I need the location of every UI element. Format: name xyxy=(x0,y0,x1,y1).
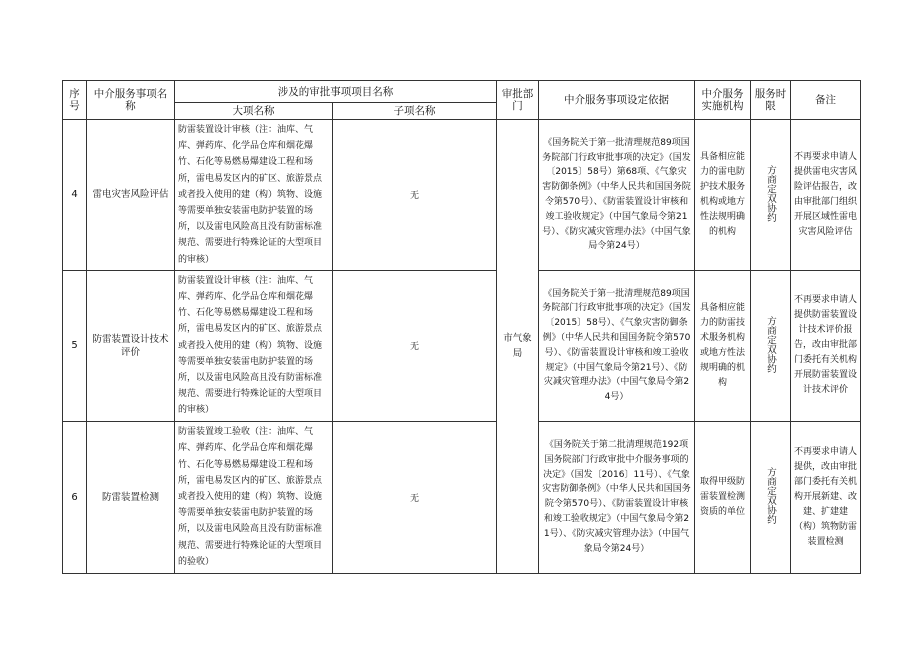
remarks: 不再要求申请人提供，改由审批部门委托有关机构开展新建、改建、扩建建（构）筑物防雷装置检测 xyxy=(791,421,861,573)
time-limit xyxy=(751,120,791,271)
table-row xyxy=(63,120,861,271)
time-limit-text: 方商定双协约 xyxy=(765,315,776,373)
header-approval-items: 涉及的审批事项项目名称 xyxy=(175,81,497,103)
setting-basis: 《国务院关于第一批清理规范89项国务院部门行政审批事项的决定》（国发〔2015〕58号）、《气象灾害防御条例》（中华人民共和国国务院令第570号）、《防雷装置设计审核和竣工验收规定》（中国气象局令第21号）、《防灾减灾管理办法》（中国气象局令第24号） xyxy=(539,270,695,421)
row-number: 4 xyxy=(63,120,87,271)
header-dept: 审批部门 xyxy=(497,81,539,120)
table-row xyxy=(63,270,861,421)
service-name: 防雷装置检测 xyxy=(87,421,175,573)
header-major-item: 大项名称 xyxy=(175,103,333,120)
time-limit-text: 方商定双协约 xyxy=(765,164,776,222)
header-agency: 中介服务实施机构 xyxy=(695,81,751,120)
setting-basis: 《国务院关于第一批清理规范89项国务院部门行政审批事项的决定》（国发〔2015〕58号）第68项、《气象灾害防御条例》（中华人民共和国国务院令第570号）、《防雷装置设计审核和竣工验收规定》（中国气象局令第21号）、《防灾减灾管理办法》（中国气象局令第24号） xyxy=(539,120,695,271)
major-item: 防雷装置设计审核（注：油库、气库、弹药库、化学品仓库和烟花爆竹、石化等易燃易爆建设工程和场所，雷电易发区内的矿区、旅游景点或者投入使用的建（构）筑物、设施等需要单独安装雷电防护装置的场所，以及雷电风险高且没有防雷标准规范、需要进行特殊论证的大型项目的审核） xyxy=(175,270,333,421)
major-item: 防雷装置设计审核（注：油库、气库、弹药库、化学品仓库和烟花爆竹、石化等易燃易爆建设工程和场所，雷电易发区内的矿区、旅游景点或者投入使用的建（构）筑物、设施等需要单独安装雷电防护装置的场所，以及雷电风险高且没有防雷标准规范、需要进行特殊论证的大型项目的审核） xyxy=(175,120,333,271)
service-name: 雷电灾害风险评估 xyxy=(87,120,175,271)
header-seq: 序号 xyxy=(63,81,87,120)
approval-items-table xyxy=(62,80,860,574)
table-row xyxy=(63,421,861,573)
row-number: 6 xyxy=(63,421,87,573)
row-number: 5 xyxy=(63,270,87,421)
header-time-limit: 服务时限 xyxy=(751,81,791,120)
approval-dept: 市气象局 xyxy=(497,120,539,574)
sub-item: 无 xyxy=(333,270,497,421)
header-basis: 中介服务事项设定依据 xyxy=(539,81,695,120)
sub-item: 无 xyxy=(333,421,497,573)
implementing-agency: 具备相应能力的雷电防护技术服务机构或地方性法规明确的机构 xyxy=(695,120,751,271)
remarks: 不再要求申请人提供雷电灾害风险评估报告，改由审批部门组织开展区域性雷电灾害风险评估 xyxy=(791,120,861,271)
remarks: 不再要求申请人提供防雷装置设计技术评价报告，改由审批部门委托有关机构开展防雷装置设计技术评价 xyxy=(791,270,861,421)
implementing-agency: 取得甲级防雷装置检测资质的单位 xyxy=(695,421,751,573)
setting-basis: 《国务院关于第二批清理规范192项国务院部门行政审批中介服务事项的决定》（国发〔2016〕11号）、《气象灾害防御条例》（中华人民共和国国务院令第570号）、《防雷装置设计审核和竣工验收规定》（中国气象局令第21号）、《防灾减灾管理办法》（中国气象局令第24号） xyxy=(539,421,695,573)
major-item: 防雷装置竣工验收（注：油库、气库、弹药库、化学品仓库和烟花爆竹、石化等易燃易爆建设工程和场所，雷电易发区内的矿区、旅游景点或者投入使用的建（构）筑物、设施等需要单独安装雷电防护装置的场所，以及雷电风险高且没有防雷标准规范、需要进行特殊论证的大型项目的验收） xyxy=(175,421,333,573)
service-name: 防雷装置设计技术评价 xyxy=(87,270,175,421)
header-sub-item: 子项名称 xyxy=(333,103,497,120)
header-service-name: 中介服务事项名称 xyxy=(87,81,175,120)
header-remarks: 备注 xyxy=(791,81,861,120)
time-limit xyxy=(751,421,791,573)
implementing-agency: 具备相应能力的防雷技术服务机构或地方性法规明确的机构 xyxy=(695,270,751,421)
sub-item: 无 xyxy=(333,120,497,271)
time-limit-text: 方商定双协约 xyxy=(765,467,776,525)
time-limit xyxy=(751,270,791,421)
